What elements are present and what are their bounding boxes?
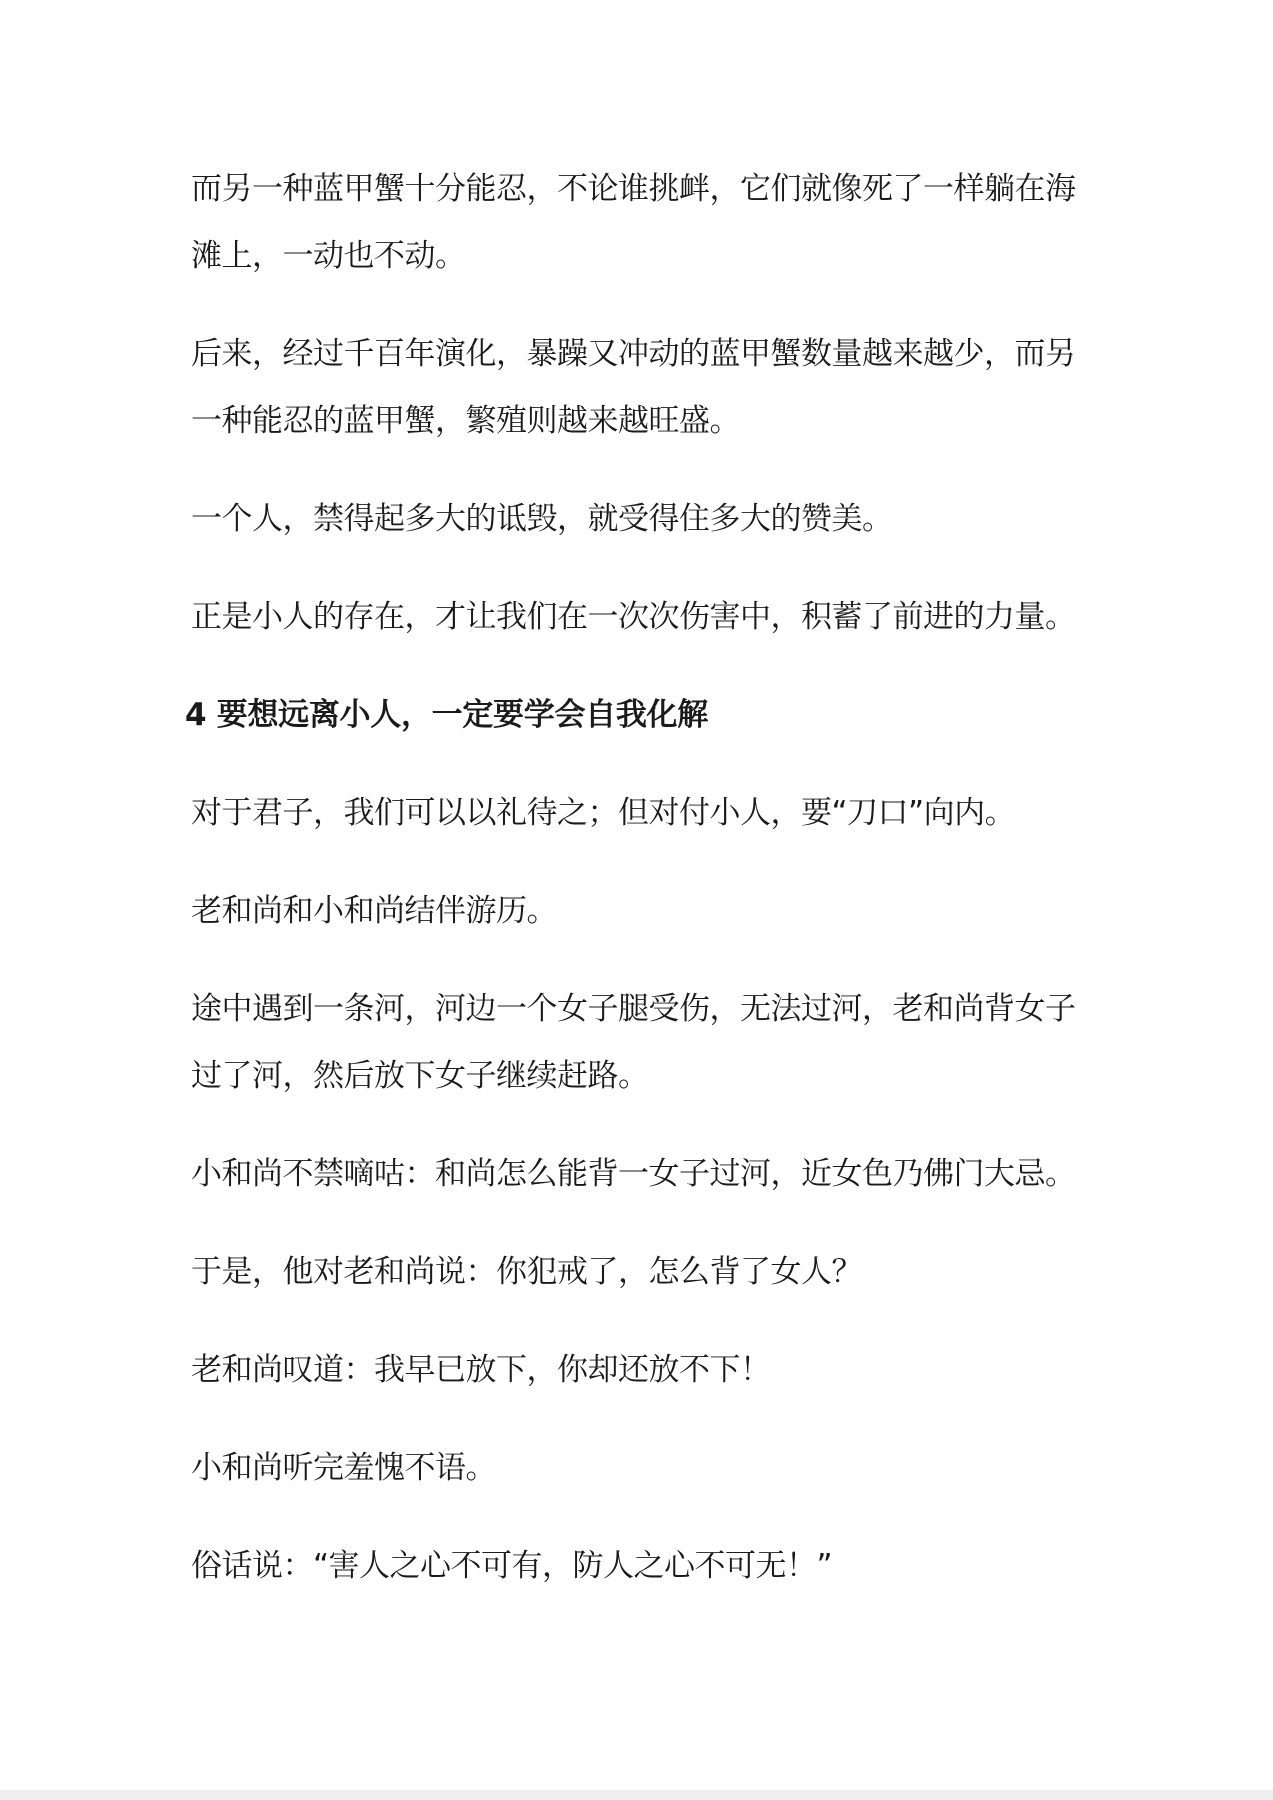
paragraph-young-monk-mutter: 小和尚不禁嘀咕：和尚怎么能背一女子过河，近女色乃佛门大忌。: [191, 1156, 1076, 1192]
paragraph-river-woman: 途中遇到一条河，河边一个女子腿受伤，无法过河，老和尚背女子过了河，然后放下女子继续赶路。: [191, 991, 1076, 1094]
paragraph-young-monk-question: 于是，他对老和尚说：你犯戒了，怎么背了女人？: [191, 1254, 862, 1290]
paragraph-villain-strength: 正是小人的存在，才让我们在一次次伤害中，积蓄了前进的力量。: [191, 599, 1076, 635]
paragraph-gentleman-villain: 对于君子，我们可以以礼待之；但对付小人，要“刀口”向内。: [191, 795, 1016, 831]
paragraph-young-monk-ashamed: 小和尚听完羞愧不语。: [191, 1450, 496, 1486]
section-heading: 4 要想远离小人，一定要学会自我化解: [185, 697, 708, 733]
paragraph-monks-travel: 老和尚和小和尚结伴游历。: [191, 893, 557, 929]
paragraph-slander-praise: 一个人，禁得起多大的诋毁，就受得住多大的赞美。: [191, 501, 893, 537]
paragraph-old-monk-reply: 老和尚叹道：我早已放下，你却还放不下！: [191, 1352, 771, 1388]
document-body: [185, 156, 1091, 1631]
page-bottom-divider: [0, 1790, 1273, 1800]
paragraph-proverb: 俗话说：“害人之心不可有，防人之心不可无！”: [191, 1548, 833, 1584]
paragraph-evolution: 后来，经过千百年演化，暴躁又冲动的蓝甲蟹数量越来越少，而另一种能忍的蓝甲蟹，繁殖则越来越旺盛。: [191, 336, 1076, 439]
paragraph-blue-crab-patient: 而另一种蓝甲蟹十分能忍，不论谁挑衅，它们就像死了一样躺在海滩上，一动也不动。: [191, 171, 1076, 274]
